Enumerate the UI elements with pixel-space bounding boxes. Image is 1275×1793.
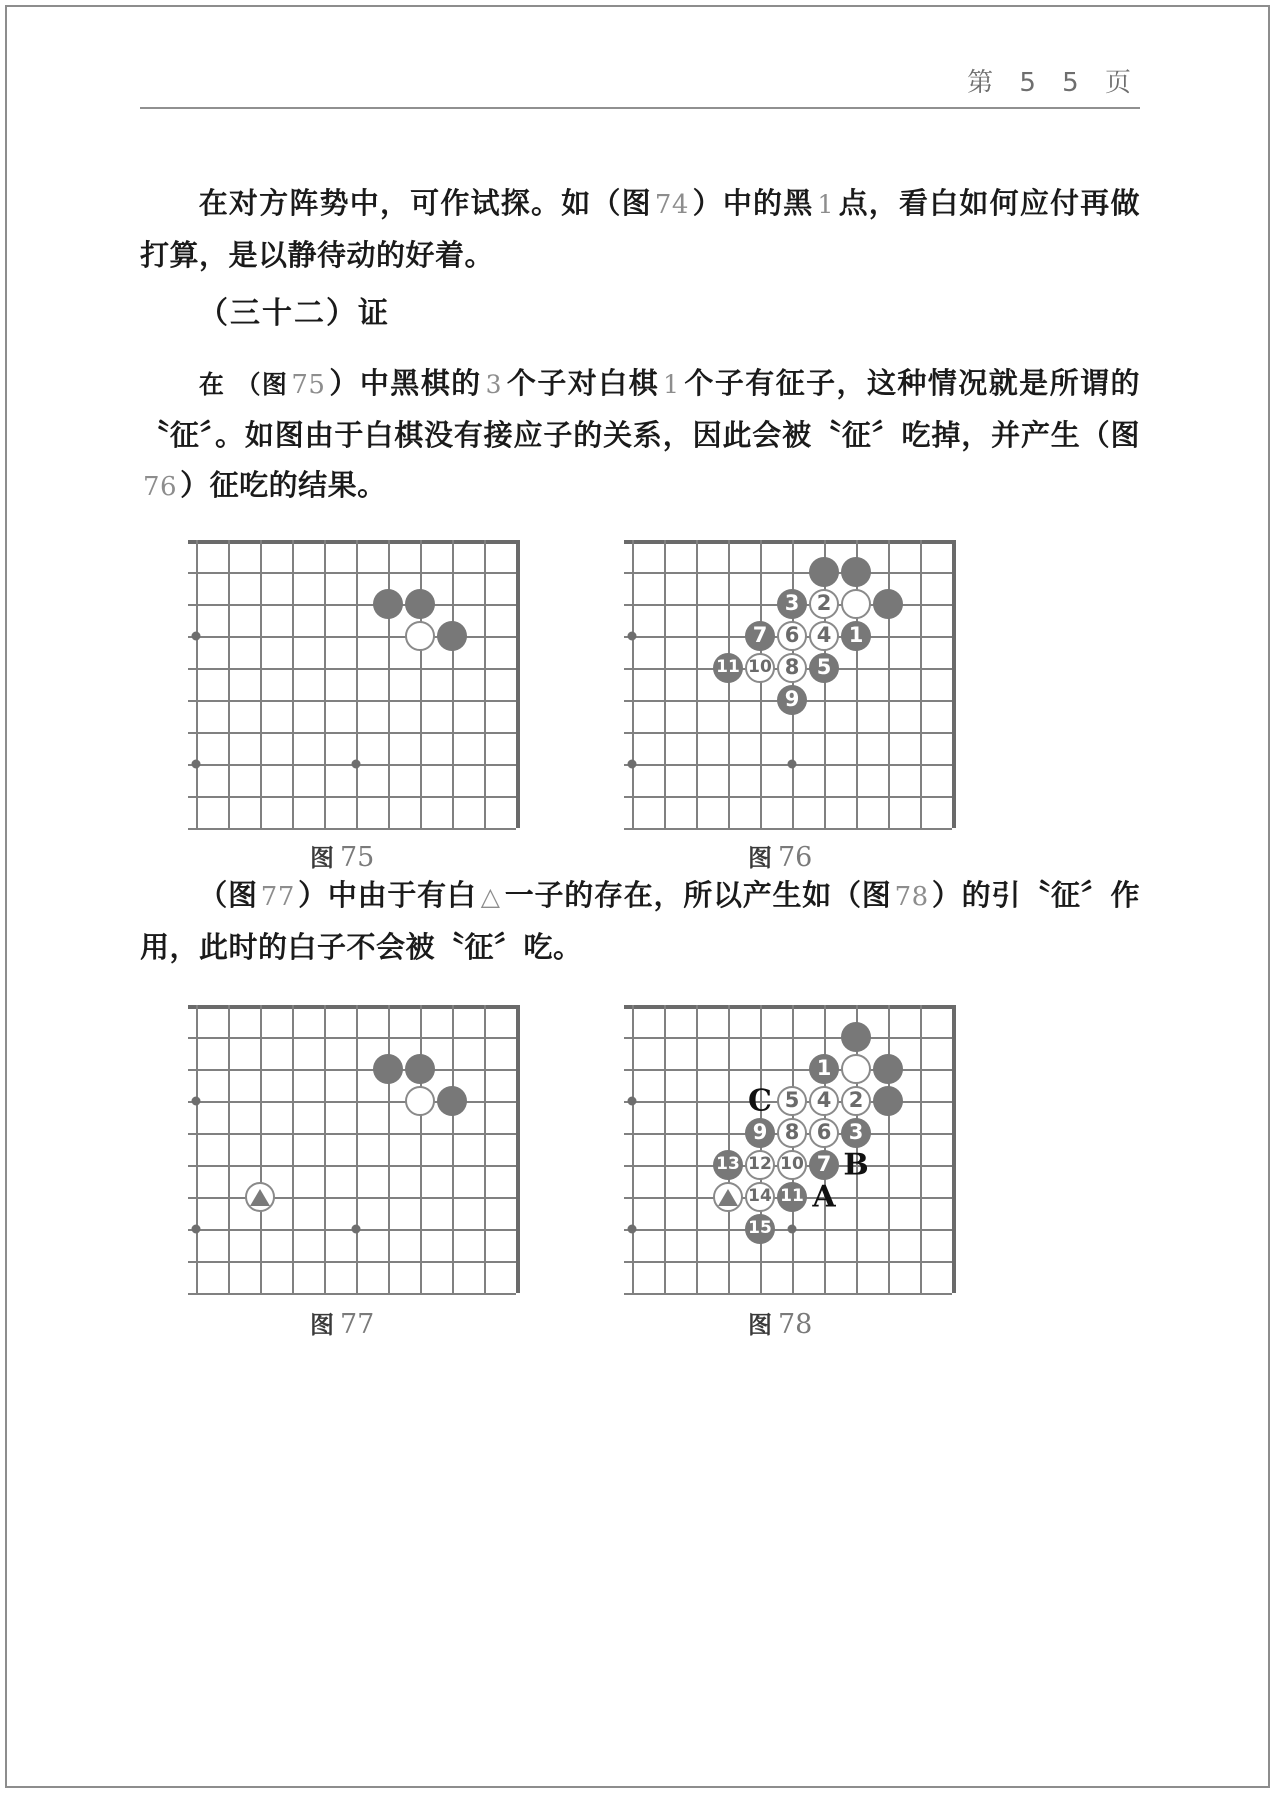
move-number: 2 [816, 591, 832, 615]
star-point [192, 760, 201, 769]
paragraph-1-text-b: ）中的黑 [691, 186, 814, 220]
grid-line-horizontal [188, 1069, 516, 1071]
grid-line-horizontal [188, 732, 516, 734]
grid-line-horizontal [188, 828, 516, 830]
black-stone [437, 1086, 467, 1116]
grid-line-horizontal [624, 732, 952, 734]
star-point [628, 632, 637, 641]
star-point [788, 760, 797, 769]
grid-line-vertical [952, 540, 956, 828]
star-point [628, 1097, 637, 1106]
triangle-marker-icon: △ [480, 882, 501, 911]
move-number: 15 [748, 1218, 772, 1238]
black-stone [809, 557, 839, 587]
move-ref-1: 1 [817, 190, 834, 219]
go-board [188, 997, 516, 1293]
marked-white-stone [713, 1182, 743, 1212]
move-number: 1 [816, 1056, 832, 1080]
move-number: 12 [748, 1154, 772, 1174]
paragraph-2-text-a: 在 （图 [198, 370, 289, 399]
move-number: 10 [780, 1154, 804, 1174]
move-number: 4 [816, 623, 832, 647]
move-number: 9 [784, 687, 800, 711]
board-letter-c: C [748, 1083, 772, 1119]
grid-line-vertical [228, 1005, 230, 1293]
grid-line-horizontal [188, 1133, 516, 1135]
black-stone [373, 1054, 403, 1084]
black-stone [841, 1022, 871, 1052]
paragraph-2-text-e: ）征吃的结果。 [180, 468, 387, 502]
black-stone [841, 557, 871, 587]
caption-label: 图 [748, 1311, 772, 1339]
caption-number: 78 [778, 1309, 813, 1340]
white-stone-10 [777, 1150, 807, 1180]
grid-line-vertical [728, 540, 730, 828]
grid-line-horizontal [188, 572, 516, 574]
grid-line-horizontal [188, 668, 516, 670]
figure-76 [624, 532, 952, 828]
move-number: 1 [848, 623, 864, 647]
star-point [788, 1225, 797, 1234]
move-number: 3 [848, 1120, 864, 1144]
grid-line-vertical [824, 1005, 826, 1293]
paragraph-3 [140, 870, 1140, 972]
grid-line-vertical [324, 1005, 326, 1293]
star-point [628, 1225, 637, 1234]
grid-line-horizontal [188, 1261, 516, 1263]
move-number: 3 [784, 591, 800, 615]
caption-label: 图 [310, 1311, 334, 1339]
white-stone-10 [745, 653, 775, 683]
grid-line-vertical [516, 540, 520, 828]
move-number: 7 [752, 623, 768, 647]
black-stone [873, 1054, 903, 1084]
grid-line-vertical [920, 1005, 922, 1293]
move-number: 5 [784, 1088, 800, 1112]
white-stone-4 [809, 1086, 839, 1116]
grid-line-horizontal [188, 700, 516, 702]
go-board [188, 532, 516, 828]
black-stone [437, 621, 467, 651]
star-point [628, 760, 637, 769]
grid-line-vertical [484, 540, 486, 828]
white-stone-2 [809, 589, 839, 619]
count-ref-1: 1 [663, 370, 680, 399]
page-number-label: 第 5 5 页 [967, 68, 1140, 98]
white-stone-8 [777, 1118, 807, 1148]
paragraph-3-text-d: ）的引〝征〞作用，此时的白子不会被〝征〞吃。 [140, 878, 1140, 964]
grid-line-vertical [356, 540, 358, 828]
figure-ref-75: 75 [291, 370, 326, 400]
white-stone [841, 589, 871, 619]
move-number: 8 [784, 655, 800, 679]
board-letter-a: A [812, 1179, 836, 1215]
grid-line-vertical [516, 1005, 520, 1293]
grid-line-vertical [888, 540, 890, 828]
white-stone-12 [745, 1150, 775, 1180]
section-heading [140, 288, 390, 332]
move-number: 11 [716, 657, 740, 677]
grid-line-vertical [696, 540, 698, 828]
grid-line-horizontal [188, 1165, 516, 1167]
grid-line-vertical [292, 540, 294, 828]
grid-line-vertical [484, 1005, 486, 1293]
paragraph-2 [140, 358, 1140, 512]
white-stone-5 [777, 1086, 807, 1116]
black-stone-15 [745, 1214, 775, 1244]
white-stone-14 [745, 1182, 775, 1212]
caption-label: 图 [748, 844, 772, 872]
paragraph-1 [140, 178, 1140, 280]
grid-line-vertical [696, 1005, 698, 1293]
caption-label: 图 [310, 844, 334, 872]
caption-number: 76 [778, 842, 813, 873]
grid-line-vertical [260, 540, 262, 828]
black-stone-7 [809, 1150, 839, 1180]
star-point [352, 760, 361, 769]
white-stone-2 [841, 1086, 871, 1116]
caption-number: 77 [340, 1309, 375, 1340]
grid-line-horizontal [624, 572, 952, 574]
move-number: 5 [816, 655, 832, 679]
black-stone [405, 1054, 435, 1084]
grid-line-horizontal [188, 604, 516, 606]
paragraph-1-text-a: 在对方阵势中，可作试探。如（图 [198, 186, 652, 220]
grid-line-vertical [196, 540, 198, 828]
grid-line-vertical [792, 1005, 794, 1293]
white-stone-8 [777, 653, 807, 683]
grid-line-horizontal [624, 1293, 952, 1295]
move-number: 8 [784, 1120, 800, 1144]
grid-line-vertical [952, 1005, 956, 1293]
go-board [624, 532, 952, 828]
grid-line-vertical [324, 540, 326, 828]
figure-ref-76: 76 [143, 472, 178, 502]
black-stone-3 [777, 589, 807, 619]
black-stone-1 [809, 1054, 839, 1084]
white-stone-4 [809, 621, 839, 651]
grid-line-vertical [664, 540, 666, 828]
paragraph-2-text-b: ）中黑棋的 [328, 366, 482, 400]
grid-line-horizontal [624, 1037, 952, 1039]
caption-figure-78 [748, 1305, 812, 1340]
grid-line-horizontal [624, 1261, 952, 1263]
grid-line-vertical [632, 1005, 634, 1293]
figure-ref-78: 78 [894, 882, 929, 912]
grid-line-horizontal [624, 828, 952, 830]
grid-line-vertical [292, 1005, 294, 1293]
black-stone-13 [713, 1150, 743, 1180]
grid-line-vertical [356, 1005, 358, 1293]
paragraph-3-text-c: 一子的存在，所以产生如（图 [504, 878, 892, 912]
move-number: 4 [816, 1088, 832, 1112]
grid-line-vertical [792, 540, 794, 828]
white-stone-6 [809, 1118, 839, 1148]
grid-line-horizontal [624, 1005, 952, 1009]
board-letter-b: B [843, 1147, 869, 1183]
grid-line-horizontal [188, 1293, 516, 1295]
grid-line-horizontal [188, 1005, 516, 1009]
black-stone-5 [809, 653, 839, 683]
caption-figure-76 [748, 838, 812, 873]
move-number: 7 [816, 1152, 832, 1176]
white-stone-6 [777, 621, 807, 651]
grid-line-vertical [888, 1005, 890, 1293]
move-number: 14 [748, 1186, 772, 1206]
star-point [192, 1225, 201, 1234]
grid-line-vertical [228, 540, 230, 828]
grid-line-vertical [760, 540, 762, 828]
black-stone [873, 1086, 903, 1116]
black-stone-9 [777, 685, 807, 715]
grid-line-vertical [920, 540, 922, 828]
caption-number: 75 [340, 842, 375, 873]
figure-77 [188, 997, 516, 1293]
move-number: 13 [716, 1154, 740, 1174]
paragraph-1-text-c: 点，看白如何应付再做打算，是以静待动的好着。 [140, 186, 1140, 272]
grid-line-vertical [452, 540, 454, 828]
triangle-marker-icon [718, 1189, 738, 1206]
white-stone [841, 1054, 871, 1084]
triangle-marker-icon [250, 1189, 270, 1206]
grid-line-vertical [664, 1005, 666, 1293]
grid-line-vertical [196, 1005, 198, 1293]
grid-line-vertical [388, 1005, 390, 1293]
black-stone-7 [745, 621, 775, 651]
marked-white-stone [245, 1182, 275, 1212]
move-number: 10 [748, 657, 772, 677]
paragraph-3-text-a: （图 [198, 878, 258, 912]
black-stone [405, 589, 435, 619]
grid-line-horizontal [188, 1037, 516, 1039]
paragraph-2-text-d: 个子有征子，这种情况就是所谓的〝征〞。如图由于白棋没有接应子的关系，因此会被〝征〞吃掉，并产生（图 [140, 366, 1140, 452]
black-stone-9 [745, 1118, 775, 1148]
star-point [192, 632, 201, 641]
paragraph-3-text-b: ）中由于有白 [297, 878, 477, 912]
white-stone [405, 1086, 435, 1116]
black-stone-1 [841, 621, 871, 651]
grid-line-horizontal [624, 796, 952, 798]
caption-figure-77 [310, 1305, 374, 1340]
move-number: 6 [784, 623, 800, 647]
star-point [192, 1097, 201, 1106]
grid-line-vertical [632, 540, 634, 828]
grid-line-vertical [388, 540, 390, 828]
count-ref-3: 3 [485, 370, 502, 399]
black-stone [873, 589, 903, 619]
grid-line-vertical [260, 1005, 262, 1293]
figure-ref-74: 74 [654, 190, 689, 220]
go-board [624, 997, 952, 1293]
black-stone-11 [713, 653, 743, 683]
move-number: 6 [816, 1120, 832, 1144]
grid-line-vertical [452, 1005, 454, 1293]
grid-line-vertical [760, 1005, 762, 1293]
move-number: 2 [848, 1088, 864, 1112]
grid-line-vertical [420, 540, 422, 828]
caption-figure-75 [310, 838, 374, 873]
grid-line-horizontal [624, 540, 952, 544]
black-stone-11 [777, 1182, 807, 1212]
section-heading-text: （三十二）证 [198, 296, 390, 331]
figure-ref-77: 77 [260, 882, 295, 912]
move-number: 11 [780, 1186, 804, 1206]
grid-line-vertical [420, 1005, 422, 1293]
header-divider [140, 107, 1140, 109]
figure-75 [188, 532, 516, 828]
black-stone [373, 589, 403, 619]
move-number: 9 [752, 1120, 768, 1144]
grid-line-horizontal [188, 796, 516, 798]
white-stone [405, 621, 435, 651]
star-point [352, 1225, 361, 1234]
figure-78 [624, 997, 952, 1293]
paragraph-2-text-c: 个子对白棋 [505, 366, 660, 400]
grid-line-vertical [728, 1005, 730, 1293]
page-header [140, 62, 1140, 99]
grid-line-horizontal [188, 1197, 516, 1199]
black-stone-3 [841, 1118, 871, 1148]
grid-line-horizontal [188, 540, 516, 544]
